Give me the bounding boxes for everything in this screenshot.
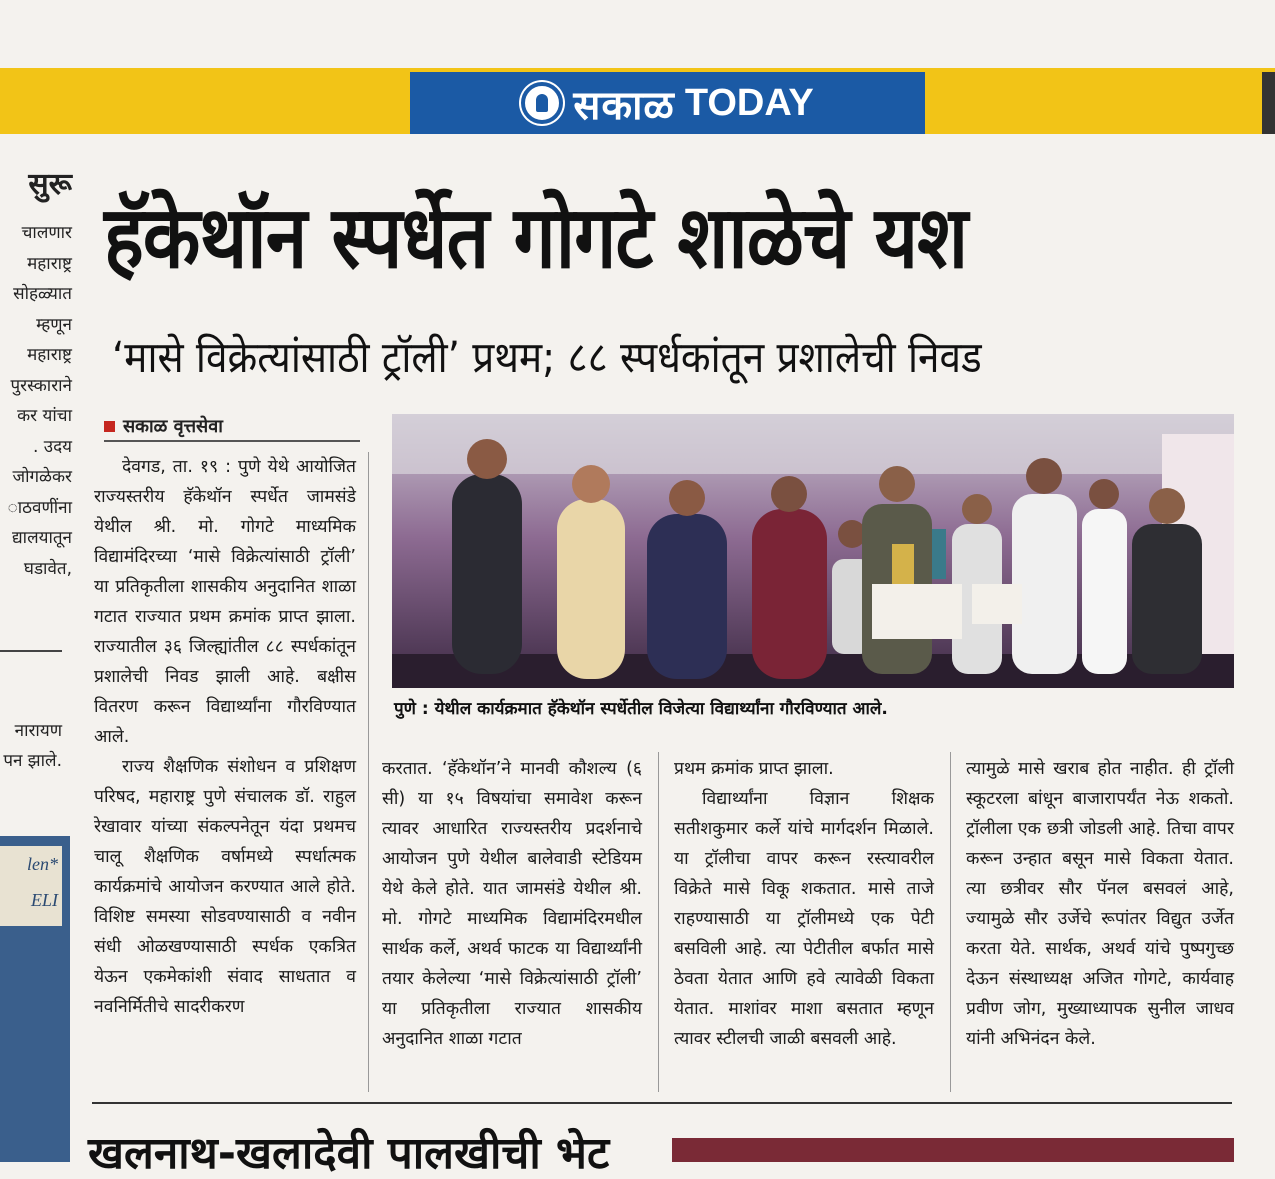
left-line: घडावेत, — [23, 558, 72, 579]
left-line: . उदय — [32, 436, 72, 457]
masthead-edge — [1262, 72, 1275, 134]
left-line: म्हणून — [36, 314, 72, 335]
left-adjacent-heading: सुरू — [28, 167, 72, 202]
photo-caption: पुणे : येथील कार्यक्रमात हॅकेथॉन स्पर्धेतील विजेत्या विद्यार्थ्यांना गौरविण्यात आले. — [394, 699, 888, 719]
column-divider — [950, 752, 951, 1092]
article-subheadline: ‘मासे विक्रेत्यांसाठी ट्रॉली’ प्रथम; ८८ स्पर्धकांतून प्रशालेची निवड — [112, 333, 982, 383]
next-article-headline: खलनाथ-खलादेवी पालखीची भेट — [88, 1128, 610, 1179]
ad-text: len* — [27, 854, 58, 874]
left-line: महाराष्ट्र — [27, 253, 72, 274]
left-line: महाराष्ट्र — [27, 345, 72, 365]
left-line: कर यांचा — [17, 406, 72, 426]
left-line: ाठवणींना — [7, 497, 72, 518]
byline — [104, 414, 223, 438]
byline-marker-icon — [104, 421, 115, 432]
article-column-1 — [94, 452, 356, 1022]
next-article-photo — [672, 1138, 1234, 1162]
left-adjacent-column — [0, 160, 72, 584]
paragraph: त्यामुळे मासे खराब होत नाहीत. ही ट्रॉली स्कूटरला बांधून बाजारापर्यंत नेऊ शकतो. ट्रॉलीला एक छत्री जोडली आहे. तिचा वापर करून उन्हात बसून मासे विकता येतात. त्या छत्रीवर सौर पॅनल बसवलं आहे, ज्यामुळे सौर उर्जेचे रूपांतर विद्युत उर्जेत करता येते. सार्थक, अथर्व यांचे पुष्पगुच्छ देऊन संस्थाध्यक्ष अजित गोगटे, कार्यवाह प्रवीण जोग, मुख्याध्यापक सुनील जाधव यांनी अभिनंदन केले. — [966, 759, 1234, 1049]
ad-text: ELI — [31, 890, 58, 910]
article-column-4 — [966, 754, 1234, 1054]
left-line: पन झाले. — [3, 751, 62, 771]
left-line: द्यालयातून — [11, 528, 72, 548]
paragraph: राज्य शैक्षणिक संशोधन व प्रशिक्षण परिषद, महाराष्ट्र पुणे संचालक डॉ. राहुल रेखावार यांच्या संकल्पनेतून यंदा प्रथमच चालू शैक्षणिक वर्षामध्ये स्पर्धात्मक कार्यक्रमांचे आयोजन करण्यात आले होते. विशिष्ट समस्या सोडवण्यासाठी व नवीन संधी ओळखण्यासाठी स्पर्धक एकत्रित येऊन एकमेकांशी संवाद साधतात व नवनिर्मितीचे सादरीकरण — [94, 757, 356, 1017]
paragraph: विद्यार्थ्यांना विज्ञान शिक्षक सतीशकुमार कर्ले यांचे मार्गदर्शन मिळाले. या ट्रॉलीचा वापर करून रस्त्यावरील विक्रेते मासे विकू शकतात. मासे ताजे राहण्यासाठी या ट्रॉलीमध्ये एक पेटी बसविली आहे. त्या पेटीतील बर्फात मासे ठेवता येतात आणि हवे त्यावेळी विकता येतात. माशांवर माशा बसतात म्हणून त्यावर स्टीलची जाळी बसवली आहे. — [674, 789, 934, 1049]
left-line: चालणार — [21, 223, 72, 243]
ad-text-box — [0, 846, 62, 926]
byline-text: सकाळ वृत्तसेवा — [123, 416, 223, 437]
left-adjacent-column-lower — [0, 716, 62, 776]
left-line: नारायण — [14, 721, 62, 741]
paragraph: देवगड, ता. १९ : पुणे येथे आयोजित राज्यस्तरीय हॅकेथॉन स्पर्धेत जामसंडे येथील श्री. मो. गोगटे माध्यमिक विद्यामंदिरच्या ‘मासे विक्रेत्यांसाठी ट्रॉली’ या प्रतिकृतीला शासकीय अनुदानित शाळा गटात राज्यात प्रथम क्रमांक प्राप्त झाला. राज्यातील ३६ जिल्ह्यांतील ८८ स्पर्धकांतून प्रशालेची निवड झाली आहे. बक्षीस वितरण करून विद्यार्थ्यांना गौरविण्यात आले. — [94, 457, 356, 747]
left-divider — [0, 650, 62, 652]
left-advertisement — [0, 836, 70, 1162]
article-headline: हॅकेथॉन स्पर्धेत गोगटे शाळेचे यश — [104, 188, 968, 288]
byline-rule — [104, 440, 360, 442]
article-photo — [392, 414, 1234, 688]
sakal-logo-icon — [521, 82, 563, 124]
article-column-2 — [382, 754, 642, 1054]
bottom-rule — [92, 1102, 1232, 1104]
masthead-brand-box — [410, 72, 925, 134]
brand-name: सकाळ — [573, 82, 675, 129]
column-divider — [368, 452, 369, 1092]
left-line: जोगळेकर — [12, 467, 72, 487]
left-line: पुरस्काराने — [10, 375, 72, 396]
column-divider — [658, 752, 659, 1092]
left-line: सोहळ्यात — [13, 284, 72, 304]
paragraph: करतात. ‘हॅकेथॉन’ने मानवी कौशल्य (६ सी) या १५ विषयांचा समावेश करून त्यावर आधारित राज्यस्तरीय प्रदर्शनाचे आयोजन पुणे येथील बालेवाडी स्टेडियम येथे केले होते. यात जामसंडे येथील श्री. मो. गोगटे माध्यमिक विद्यामंदिरमधील सार्थक कर्ले, अथर्व फाटक या विद्यार्थ्यांनी तयार केलेल्या ‘मासे विक्रेत्यांसाठी ट्रॉली’ या प्रतिकृतीला राज्यात शासकीय अनुदानित शाळा गटात — [382, 759, 642, 1049]
article-column-3 — [674, 754, 934, 1054]
award-ceremony-photo — [392, 414, 1234, 688]
brand-tag: TODAY — [684, 81, 814, 124]
paragraph: प्रथम क्रमांक प्राप्त झाला. — [674, 759, 834, 779]
